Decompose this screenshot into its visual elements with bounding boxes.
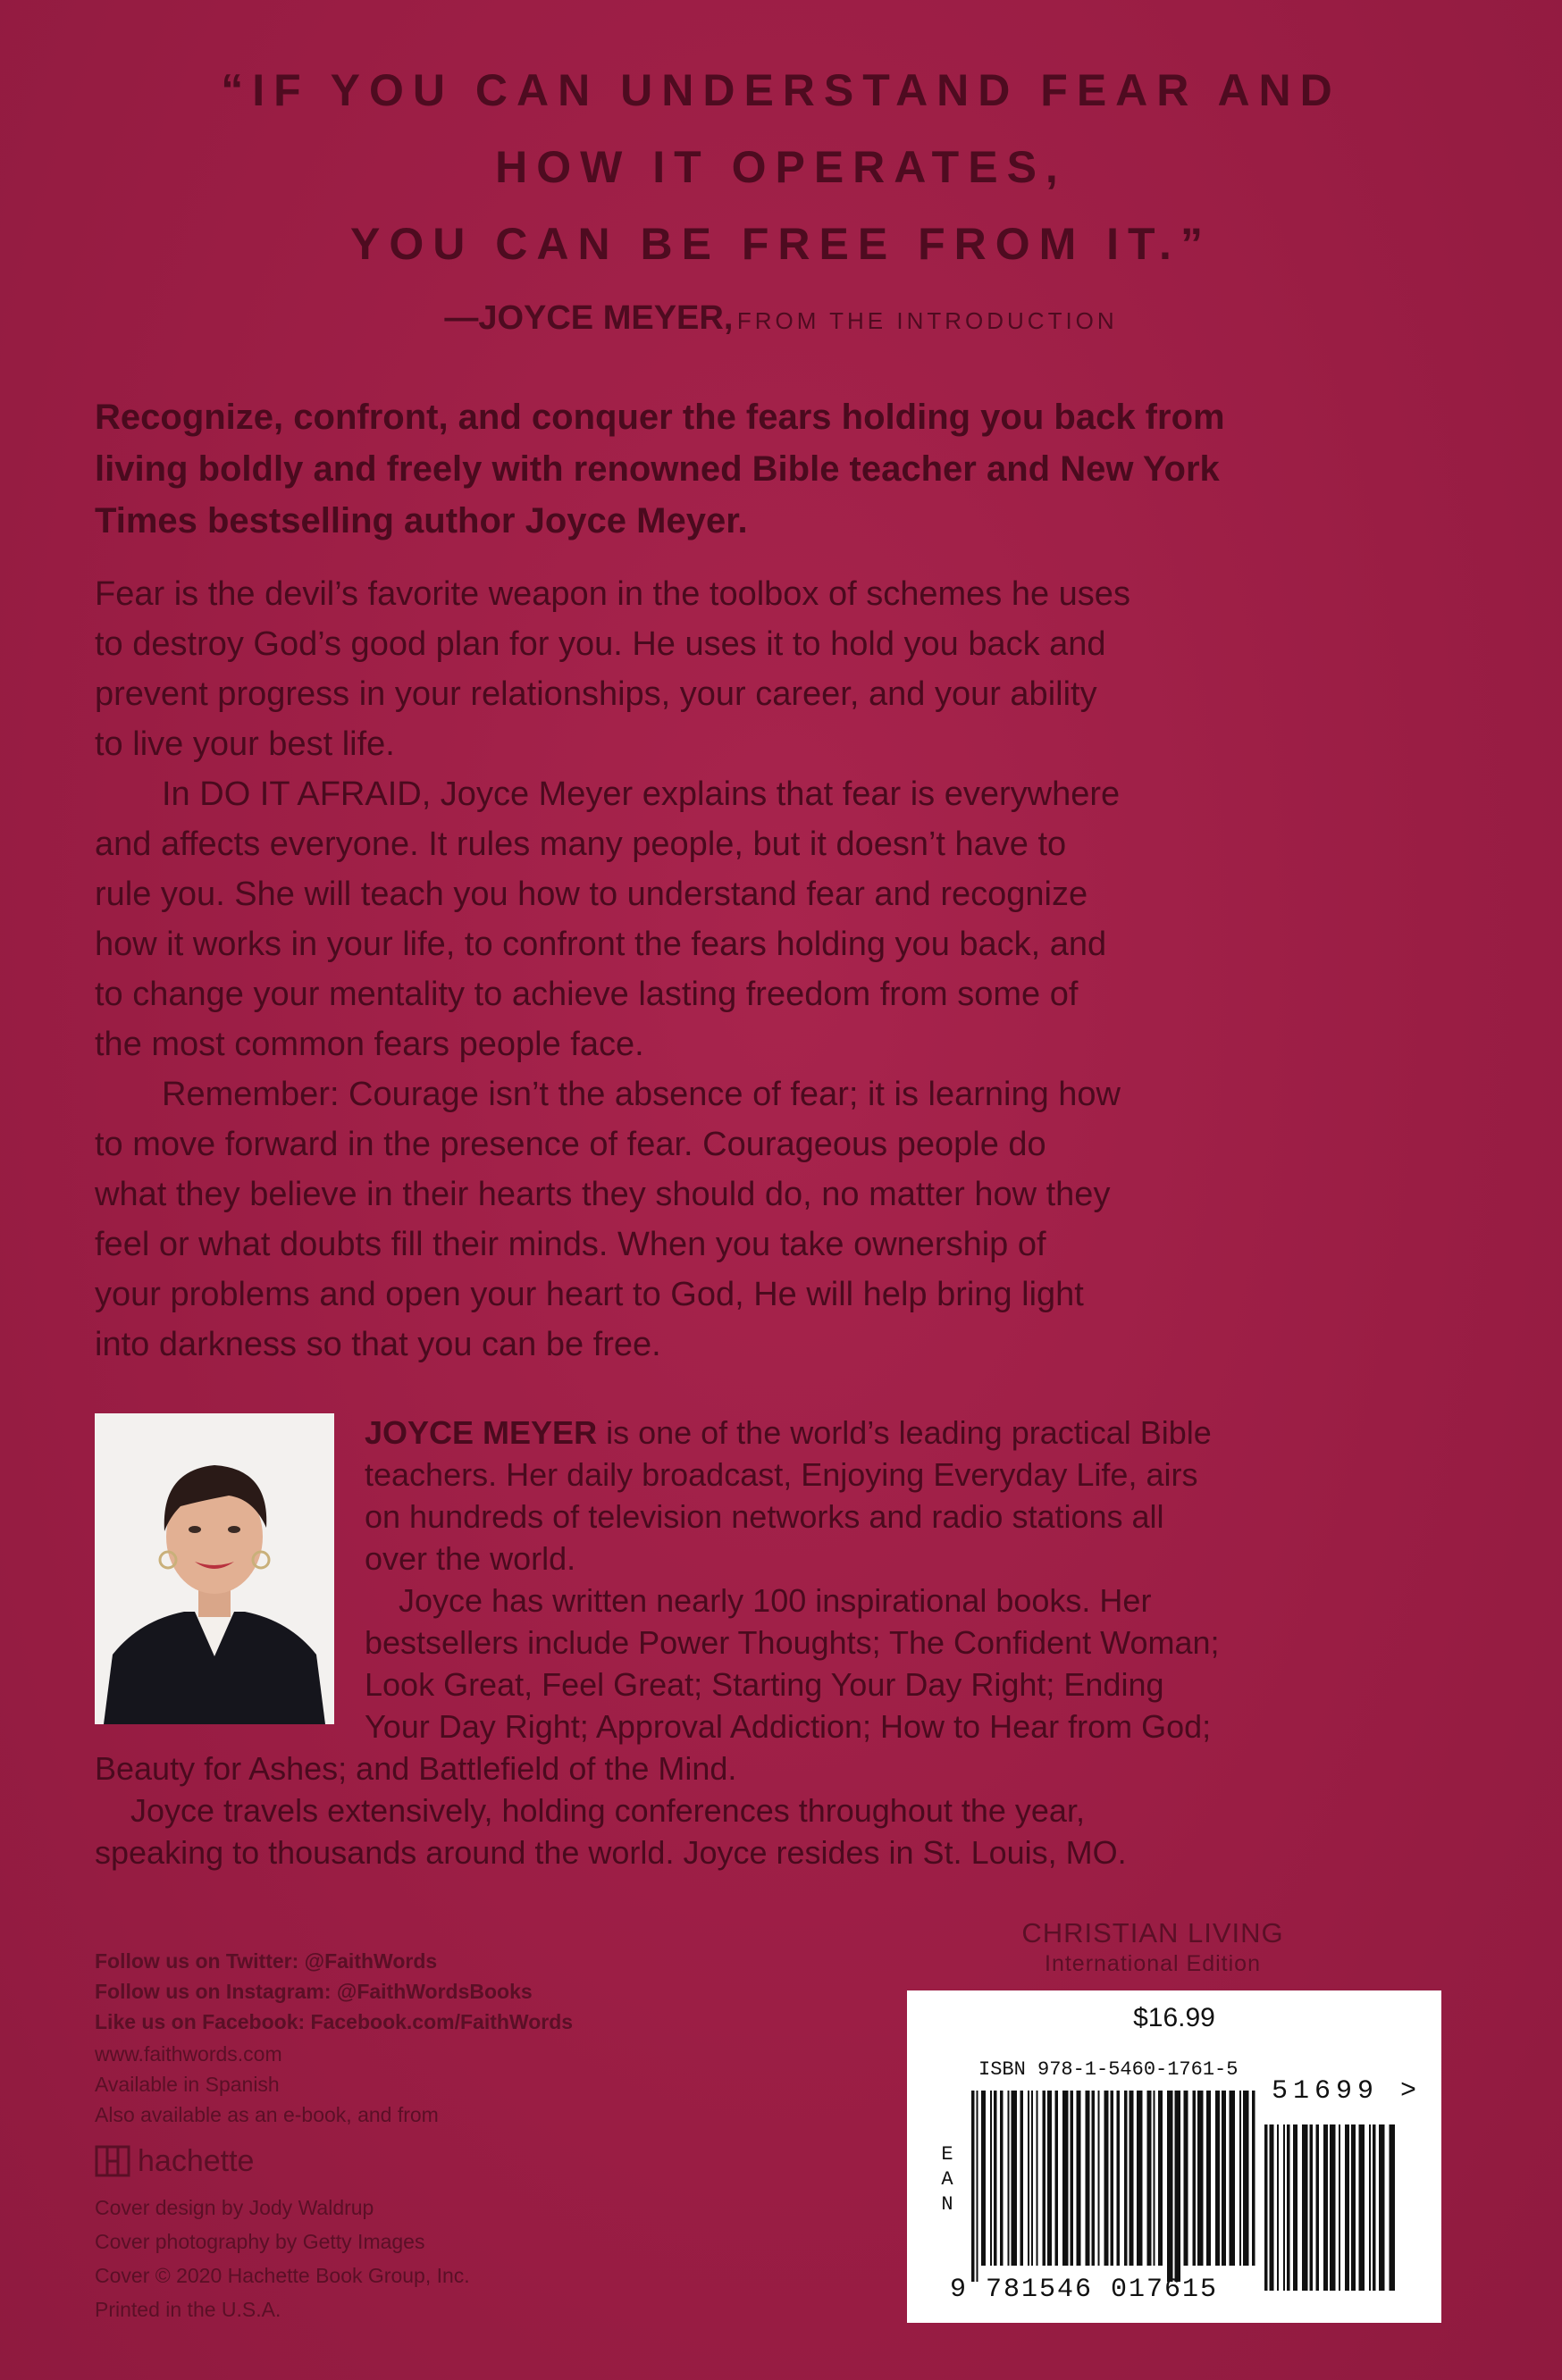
credit-line: Cover photography by Getty Images [95, 2230, 425, 2253]
barcode-bar [1239, 2091, 1241, 2266]
barcode-bar [1264, 2124, 1268, 2291]
lead-line: Recognize, confront, and conquer the fears holding you back from [95, 398, 1225, 437]
barcode-bar [1287, 2124, 1290, 2291]
description-line: to change your mentality to achieve lasting freedom from some of [95, 976, 1079, 1013]
cover-credits [95, 2191, 470, 2326]
barcode-bar [1158, 2091, 1163, 2266]
description-line: feel or what doubts fill their minds. When you take ownership of [95, 1226, 1046, 1263]
barcode-bar [1047, 2091, 1052, 2266]
lead-line: Times bestselling author Joyce Meyer. [95, 501, 748, 541]
author-bio [95, 1412, 1453, 1873]
bio-line: on hundreds of television networks and radio stations all [365, 1498, 1164, 1535]
description-line: rule you. She will teach you how to understand fear and recognize [95, 876, 1088, 913]
barcode-bar [1098, 2091, 1100, 2266]
barcode-bar [1031, 2091, 1033, 2266]
barcode-bar [1243, 2091, 1249, 2266]
supplement-number: 51699 > [1272, 2076, 1423, 2107]
bio-line: over the world. [365, 1540, 576, 1577]
barcode-bar [1215, 2091, 1220, 2266]
barcode-bar [1124, 2091, 1128, 2266]
barcode-bar [1117, 2091, 1121, 2266]
description-line: to move forward in the presence of fear. Courageous people do [95, 1126, 1046, 1163]
barcode-bar [1339, 2124, 1340, 2291]
description-line: Remember: Courage isn’t the absence of fear; it is learning how [162, 1076, 1121, 1113]
barcode-bar [1373, 2124, 1376, 2291]
barcode-bar [994, 2091, 997, 2266]
barcode-bar [1379, 2124, 1385, 2291]
spanish-line: Available in Spanish [95, 2073, 280, 2096]
lead-line: living boldly and freely with renowned Bible teacher and New York [95, 449, 1220, 489]
ean-label [934, 2142, 961, 2217]
barcode-bar [1130, 2091, 1134, 2266]
bio-line: Your Day Right; Approval Addiction; How to Hear from God; [365, 1708, 1212, 1745]
barcode-bar [1252, 2091, 1255, 2266]
barcode-bar [1071, 2091, 1074, 2266]
bio-line: Look Great, Feel Great; Starting Your Day Right; Ending [365, 1666, 1164, 1703]
barcode-bar [1193, 2091, 1197, 2266]
barcode-bar [981, 2091, 986, 2266]
bio-line: Beauty for Ashes; and Battlefield of the Mind. [95, 1750, 737, 1787]
barcode-bar [1147, 2091, 1152, 2266]
website-line: www.faithwords.com [95, 2042, 282, 2066]
barcode-bar [1351, 2124, 1356, 2291]
category-label [983, 1917, 1323, 1977]
barcode-bar [1283, 2124, 1285, 2291]
barcode-bar [1043, 2091, 1046, 2266]
ean-letter: N [941, 2193, 953, 2216]
twitter-line: Follow us on Twitter: @FaithWords [95, 1949, 438, 1973]
barcode-bar [1197, 2091, 1204, 2266]
lead-paragraph [95, 391, 1435, 547]
bio-line [95, 1412, 1453, 1454]
barcode-bar [1345, 2124, 1349, 2291]
barcode-bar [1310, 2124, 1314, 2291]
barcode-bar [1184, 2091, 1188, 2266]
barcode-bar [1137, 2091, 1143, 2266]
barcode-bar [971, 2091, 975, 2282]
facebook-line: Like us on Facebook: Facebook.com/FaithWords [95, 2010, 574, 2033]
barcode-bar [1277, 2124, 1279, 2291]
bio-author-name: JOYCE MEYER [365, 1414, 598, 1451]
barcode-bar [1330, 2124, 1336, 2291]
barcode-bar [1012, 2091, 1018, 2266]
instagram-line: Follow us on Instagram: @FaithWordsBooks [95, 1980, 533, 2003]
barcode-bar [1104, 2091, 1109, 2266]
barcode-bar [1167, 2091, 1173, 2282]
barcode-bar [1206, 2091, 1211, 2266]
description-line: the most common fears people face. [95, 1026, 644, 1063]
description-line: to destroy God’s good plan for you. He uses it to hold you back and [95, 625, 1106, 663]
bio-text: is one of the world’s leading practical Bible [597, 1414, 1212, 1451]
barcode-bar [1008, 2091, 1010, 2266]
credit-line: Cover © 2020 Hachette Book Group, Inc. [95, 2264, 470, 2287]
bio-line: Joyce travels extensively, holding conferences throughout the year, [130, 1792, 1085, 1829]
barcode-bar [1086, 2091, 1090, 2266]
ean-barcode-icon [971, 2091, 1257, 2287]
description-line: Fear is the devil’s favorite weapon in the toolbox of schemes he uses [95, 575, 1130, 613]
publisher-logo [95, 2139, 254, 2183]
bio-line: teachers. Her daily broadcast, Enjoying Everyday Life, airs [365, 1456, 1198, 1493]
quote-author: —JOYCE MEYER, [444, 299, 734, 337]
barcode-bar [1077, 2091, 1081, 2266]
bio-line: speaking to thousands around the world. Joyce resides in St. Louis, MO. [95, 1834, 1127, 1871]
barcode-bar [1092, 2091, 1096, 2266]
barcode-bar [1270, 2124, 1274, 2291]
pull-quote [0, 52, 1562, 282]
barcode-bar [1293, 2124, 1297, 2291]
barcode-bar [1230, 2091, 1236, 2266]
quote-line: YOU CAN BE FREE FROM IT.” [350, 219, 1212, 269]
barcode-bar [1000, 2091, 1004, 2266]
price-label: $16.99 [1133, 2003, 1215, 2032]
barcode-bar [1302, 2124, 1308, 2291]
barcode-bar [1323, 2124, 1328, 2291]
description-line: In DO IT AFRAID, Joyce Meyer explains that fear is everywhere [162, 775, 1121, 813]
description-line: and affects everyone. It rules many people, but it doesn’t have to [95, 825, 1067, 863]
isbn-label: ISBN 978-1-5460-1761-5 [978, 2058, 1239, 2081]
barcode-bar [1037, 2091, 1038, 2266]
ean-letter: E [941, 2143, 953, 2166]
description-line: prevent progress in your relationships, your career, and your ability [95, 675, 1097, 713]
description-line: into darkness so that you can be free. [95, 1326, 661, 1363]
ebook-line: Also available as an e-book, and from [95, 2103, 439, 2126]
barcode-bar [1020, 2091, 1024, 2266]
category-edition: International Edition [1045, 1951, 1261, 1976]
quote-line: “IF YOU CAN UNDERSTAND FEAR AND [221, 65, 1341, 115]
barcode-box [907, 1990, 1441, 2323]
description-line: how it works in your life, to confront the fears holding you back, and [95, 926, 1107, 963]
barcode-bar [1390, 2124, 1396, 2291]
category-main: CHRISTIAN LIVING [1021, 1917, 1284, 1948]
description-line: what they believe in their hearts they should do, no matter how they [95, 1176, 1111, 1213]
barcode-bar [1175, 2091, 1181, 2282]
hachette-logo-icon [95, 2143, 130, 2179]
social-links [95, 1946, 573, 2037]
barcode-bar [977, 2091, 978, 2282]
quote-source: FROM THE INTRODUCTION [736, 307, 1118, 334]
barcode-bar [1359, 2124, 1365, 2291]
hachette-wordmark: hachette [138, 2143, 255, 2178]
barcode-bar [990, 2091, 992, 2266]
barcode-bar [1316, 2124, 1320, 2291]
credit-line: Printed in the U.S.A. [95, 2298, 281, 2321]
description-body [95, 569, 1462, 1370]
barcode-bar [1222, 2091, 1226, 2266]
barcode-bar [1111, 2091, 1114, 2266]
barcode-bar [1062, 2091, 1069, 2266]
barcode-bar [1154, 2091, 1155, 2266]
bio-line: bestsellers include Power Thoughts; The Confident Woman; [365, 1624, 1220, 1661]
supplement-barcode-icon [1264, 2124, 1398, 2292]
barcode-digits: 9 781546 017615 [950, 2275, 1219, 2305]
description-line: your problems and open your heart to God, He will help bring light [95, 1276, 1084, 1313]
barcode-bar [1369, 2124, 1371, 2291]
bio-line: Joyce has written nearly 100 inspirational books. Her [399, 1582, 1152, 1619]
availability-info [95, 2039, 439, 2130]
description-line: to live your best life. [95, 725, 395, 763]
barcode-bar [1028, 2091, 1029, 2266]
credit-line: Cover design by Jody Waldrup [95, 2196, 374, 2219]
barcode-bar [1055, 2091, 1059, 2266]
ean-letter: A [941, 2168, 953, 2191]
quote-line: HOW IT OPERATES, [495, 142, 1067, 192]
quote-attribution [0, 299, 1562, 338]
